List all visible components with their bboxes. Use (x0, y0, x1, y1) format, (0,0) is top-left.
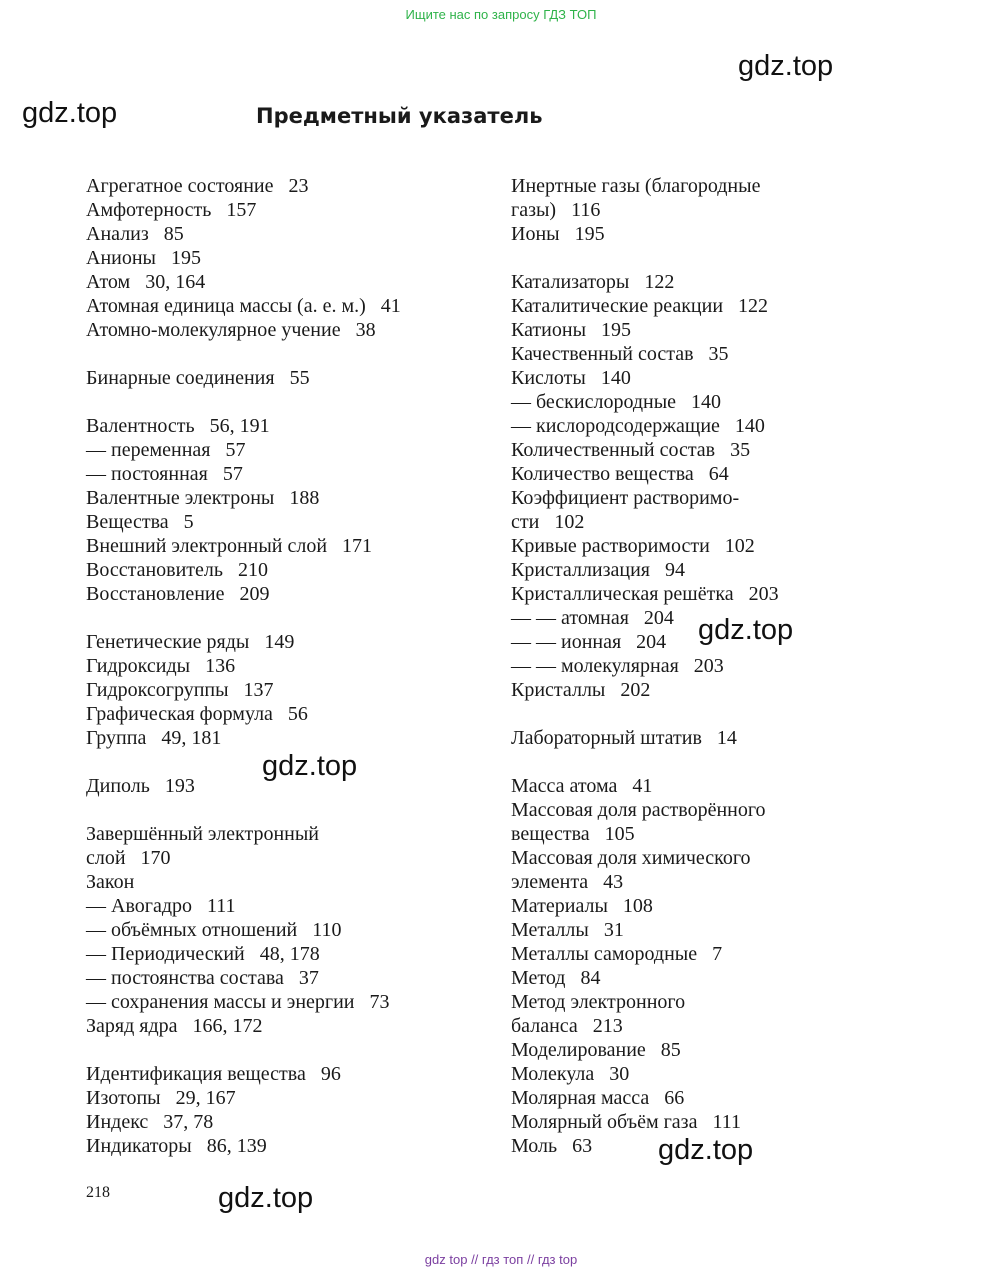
index-entry: слой 170 (86, 847, 171, 869)
index-gap (511, 246, 931, 270)
index-entry: Кристаллическая решётка 203 (511, 583, 779, 605)
index-right-column (511, 174, 931, 1158)
index-gap (86, 1038, 486, 1062)
index-entry: Каталитические реакции 122 (511, 295, 769, 317)
index-entry: Моль 63 (511, 1135, 593, 1157)
index-entry: Изотопы 29, 167 (86, 1087, 236, 1109)
index-entry: — объёмных отношений 110 (86, 919, 342, 941)
watermark: gdz.top (218, 1182, 314, 1214)
index-entry: Атомная единица массы (а. е. м.) 41 (86, 295, 401, 317)
index-entry: Молярная масса 66 (511, 1087, 685, 1109)
index-entry: Металлы самородные 7 (511, 943, 723, 965)
index-entry: Диполь 193 (86, 775, 195, 797)
page-title: Предметный указатель (256, 104, 543, 128)
index-entry: Массовая доля растворённого (511, 799, 766, 821)
index-entry: Валентность 56, 191 (86, 415, 270, 437)
index-entry: Кислоты 140 (511, 367, 631, 389)
index-gap (511, 702, 931, 726)
index-entry: Восстановление 209 (86, 583, 270, 605)
index-entry: Металлы 31 (511, 919, 624, 941)
index-entry: — кислородсодержащие 140 (511, 415, 765, 437)
index-gap (86, 798, 486, 822)
index-entry: Заряд ядра 166, 172 (86, 1015, 263, 1037)
bottom-link[interactable]: гдз top (537, 1252, 578, 1267)
index-entry: сти 102 (511, 511, 585, 533)
index-entry: Метод электронного (511, 991, 686, 1013)
index-gap (86, 606, 486, 630)
index-entry: Завершённый электронный (86, 823, 319, 845)
index-left-column (86, 174, 486, 1158)
link-separator: // (526, 1252, 535, 1267)
index-entry: Амфотерность 157 (86, 199, 257, 221)
index-entry: Коэффициент растворимо- (511, 487, 740, 509)
link-separator: // (471, 1252, 479, 1267)
index-entry: вещества 105 (511, 823, 635, 845)
index-entry: Кристаллизация 94 (511, 559, 686, 581)
index-entry: — Периодический 48, 178 (86, 943, 320, 965)
index-entry: Атом 30, 164 (86, 271, 206, 293)
index-entry: Закон (86, 871, 135, 893)
index-entry: Массовая доля химического (511, 847, 751, 869)
index-entry: Атомно-молекулярное учение 38 (86, 319, 376, 341)
index-entry: Валентные электроны 188 (86, 487, 320, 509)
index-gap (86, 342, 486, 366)
index-entry: Лабораторный штатив 14 (511, 727, 737, 749)
index-entry: Инертные газы (благородные (511, 175, 761, 197)
watermark: gdz.top (262, 750, 358, 782)
index-entry: элемента 43 (511, 871, 624, 893)
index-gap (86, 750, 486, 774)
index-entry: Молярный объём газа 111 (511, 1111, 741, 1133)
index-entry: Гидроксиды 136 (86, 655, 236, 677)
index-entry: — постоянства состава 37 (86, 967, 319, 989)
index-entry: Метод 84 (511, 967, 601, 989)
index-entry: — сохранения массы и энергии 73 (86, 991, 390, 1013)
index-entry: — бескислородные 140 (511, 391, 722, 413)
watermark: gdz.top (658, 1134, 754, 1166)
index-entry: Графическая формула 56 (86, 703, 308, 725)
index-entry: Индекс 37, 78 (86, 1111, 214, 1133)
index-entry: — — молекулярная 203 (511, 655, 724, 677)
index-entry: — — атомная 204 (511, 607, 674, 629)
index-entry: Внешний электронный слой 171 (86, 535, 373, 557)
index-entry: Масса атома 41 (511, 775, 653, 797)
index-entry: Моделирование 85 (511, 1039, 681, 1061)
index-entry: Количественный состав 35 (511, 439, 751, 461)
index-entry: Анализ 85 (86, 223, 184, 245)
index-entry: Анионы 195 (86, 247, 201, 269)
index-entry: Вещества 5 (86, 511, 194, 533)
top-banner-link[interactable]: Ищите нас по запросу ГДЗ ТОП (405, 7, 597, 22)
index-entry: Гидроксогруппы 137 (86, 679, 274, 701)
index-entry: Восстановитель 210 (86, 559, 269, 581)
index-entry: Кристаллы 202 (511, 679, 651, 701)
page-number: 218 (86, 1184, 110, 1201)
index-entry: Катализаторы 122 (511, 271, 675, 293)
watermark: gdz.top (22, 97, 118, 129)
index-entry: — переменная 57 (86, 439, 246, 461)
index-entry: Генетические ряды 149 (86, 631, 295, 653)
index-entry: — — ионная 204 (511, 631, 667, 653)
index-entry: газы) 116 (511, 199, 601, 221)
index-entry: баланса 213 (511, 1015, 623, 1037)
index-entry: — постоянная 57 (86, 463, 243, 485)
bottom-links (0, 1252, 1002, 1267)
index-entry: Молекула 30 (511, 1063, 630, 1085)
index-entry: Материалы 108 (511, 895, 653, 917)
bottom-link[interactable]: гдз топ (481, 1252, 524, 1267)
index-entry: Количество вещества 64 (511, 463, 729, 485)
index-entry: Агрегатное состояние 23 (86, 175, 309, 197)
index-entry: Качественный состав 35 (511, 343, 729, 365)
index-entry: Бинарные соединения 55 (86, 367, 310, 389)
index-gap (86, 390, 486, 414)
index-entry: Группа 49, 181 (86, 727, 222, 749)
watermark: gdz.top (738, 50, 834, 82)
index-entry: Идентификация вещества 96 (86, 1063, 341, 1085)
index-entry: — Авогадро 111 (86, 895, 236, 917)
index-entry: Кривые растворимости 102 (511, 535, 755, 557)
index-entry: Ионы 195 (511, 223, 605, 245)
watermark: gdz.top (698, 614, 794, 646)
index-gap (511, 750, 931, 774)
bottom-link[interactable]: gdz top (424, 1252, 468, 1267)
index-entry: Индикаторы 86, 139 (86, 1135, 267, 1157)
index-entry: Катионы 195 (511, 319, 632, 341)
